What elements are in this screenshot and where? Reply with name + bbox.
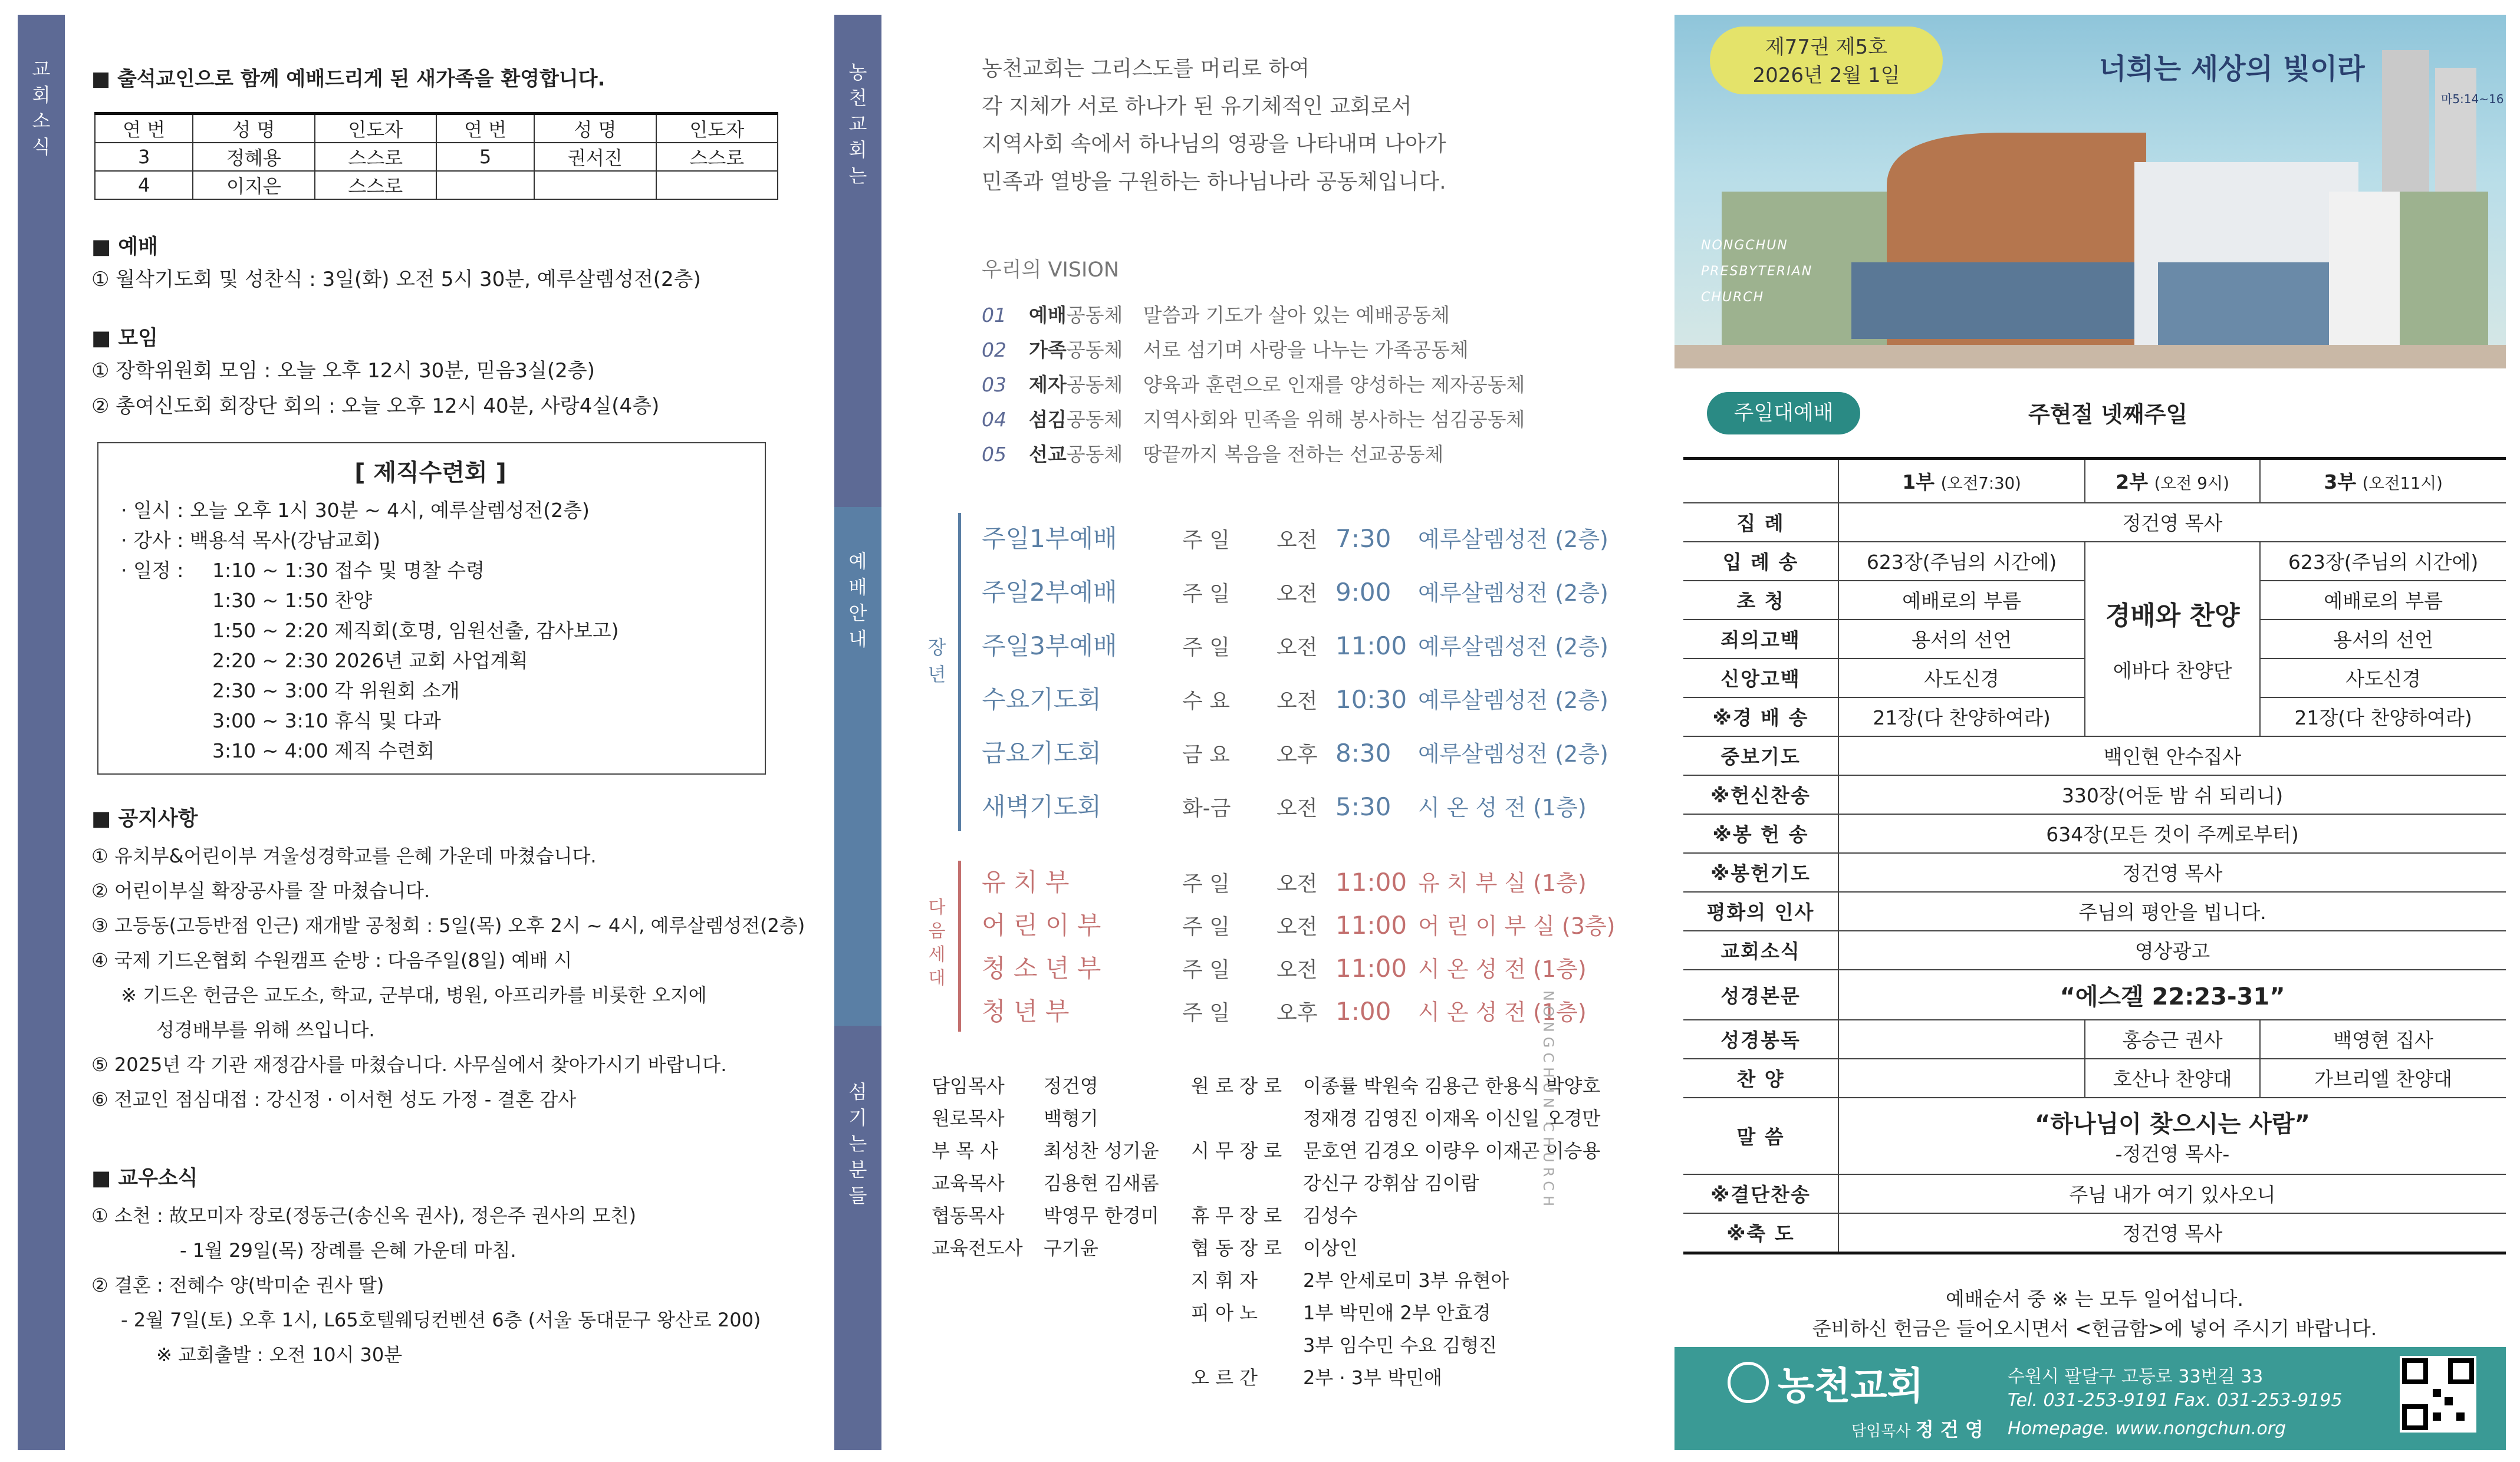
order-row: 중보기도 백인현 안수집사 <box>1683 736 2506 775</box>
col-header: 성 명 <box>534 114 656 143</box>
notice-item: ③ 고등동(고등반점 인근) 재개발 공청회 : 5일(목) 오후 2시 ~ 4시, 예루살렘성전(2층) <box>91 914 805 937</box>
staff-row: 담임목사 정건영 <box>932 1075 1098 1097</box>
vision-item: 02 가족공동체 서로 섬기며 사랑을 나누는 가족공동체 <box>982 338 1469 361</box>
staff-row: 강신구 강휘삼 김이람 <box>1303 1172 1479 1194</box>
order-row: ※결단찬송 주님 내가 여기 있사오니 <box>1683 1174 2506 1213</box>
adult-divider <box>958 513 961 831</box>
staff-row: 지 휘 자 2부 안세로미 3부 유현아 <box>1191 1269 1509 1292</box>
col-header: 연 번 <box>436 114 534 143</box>
newcomer-table <box>94 112 778 200</box>
worship-heading: ■ 예배 <box>91 235 158 259</box>
service-2-header: 2부 (오전 9시) <box>2085 459 2260 503</box>
notice-heading: ■ 공지사항 <box>91 807 198 831</box>
order-row: 신앙고백 사도신경 사도신경 <box>1683 658 2506 697</box>
cell: 권서진 <box>534 143 656 171</box>
notice-item: ※ 기드온 헌금은 교도소, 학교, 군부대, 병원, 아프리카를 비롯한 오지에 <box>121 984 707 1006</box>
col-header: 연 번 <box>95 114 193 143</box>
church-logo-icon <box>1728 1362 1769 1403</box>
service-row: 주일3부예배 주 일 오전 11:00 예루살렘성전 (2층) <box>982 631 1608 660</box>
footer-phone: Tel. 031-253-9191 Fax. 031-253-9195 <box>2008 1390 2343 1411</box>
order-row: ※경 배 송 21장(다 찬양하여라) 21장(다 찬양하여라) <box>1683 697 2506 736</box>
order-table <box>1683 457 2506 1254</box>
offering-note: 준비하신 헌금은 들어오시면서 <헌금함>에 넣어 주시기 바랍니다. <box>1812 1317 2377 1340</box>
member-item: ② 결혼 : 전혜수 양(박미순 권사 딸) <box>91 1274 384 1296</box>
intro-line: 농천교회는 그리스도를 머리로 하여 <box>982 57 1310 81</box>
member-list <box>91 1198 761 1372</box>
section-label-worship: 예 배 안 내 <box>848 550 867 650</box>
order-row: 찬 양 호산나 찬양대 가브리엘 찬양대 <box>1683 1059 2506 1098</box>
intro-text <box>982 50 1446 201</box>
staff-row: 부 목 사 최성찬 성기윤 <box>932 1140 1159 1162</box>
sidebar-bar <box>18 15 65 1450</box>
vision-title: 우리의 VISION <box>982 258 1120 282</box>
order-row: ※축 도 정건영 목사 <box>1683 1213 2506 1253</box>
notice-item: 성경배부를 위해 쓰입니다. <box>156 1019 375 1041</box>
order-row: 말 씀 “하나님이 찾으시는 사람” -정건영 목사- <box>1683 1098 2506 1174</box>
order-row: ※봉헌기도 정건영 목사 <box>1683 853 2506 892</box>
cell: 3 <box>95 143 193 171</box>
cell: 4 <box>95 171 193 199</box>
cell: 스스로 <box>656 143 778 171</box>
schedule-item: 2:20 ~ 2:30 2026년 교회 사업계획 <box>212 649 528 672</box>
table-row <box>95 143 778 171</box>
order-row: 초 청 예배로의 부름 예배로의 부름 <box>1683 581 2506 620</box>
order-row: 입 례 송 623장(주님의 시간에) 경배와 찬양 에바다 찬양단 623장(주님의 시간에) <box>1683 542 2506 581</box>
footer-address: 수원시 팔달구 고등로 33번길 33 <box>2008 1366 2264 1387</box>
staff-row: 정재경 김영진 이재옥 이신일 오경만 <box>1303 1107 1601 1130</box>
notice-item: ⑤ 2025년 각 기관 재정감사를 마쳤습니다. 사무실에서 찾아가시기 바랍니다. <box>91 1053 727 1076</box>
notice-list <box>91 839 805 1117</box>
service-1-header: 1부 (오전7:30) <box>1838 459 2085 503</box>
member-item: ① 소천 : 故모미자 장로(정동근(송신옥 권사), 정은주 권사의 모친) <box>91 1204 636 1227</box>
staff-row: 휴 무 장 로 김성수 <box>1191 1204 1358 1227</box>
service-row: 청 년 부 주 일 오후 1:00 시 온 성 전 (1층) <box>982 997 1587 1026</box>
retreat-schedule-label: · 일정 : <box>121 559 184 582</box>
schedule-item: 3:10 ~ 4:00 제직 수련회 <box>212 739 435 762</box>
youth-schedule <box>982 862 1615 1034</box>
vision-item: 01 예배공동체 말씀과 기도가 살아 있는 예배공동체 <box>982 304 1450 327</box>
cell <box>436 171 534 199</box>
meeting-item: ② 총여신도회 회장단 회의 : 오늘 오후 12시 40분, 사랑4실(4층) <box>91 394 660 418</box>
service-row: 어 린 이 부 주 일 오전 11:00 어 린 이 부 실 (3층) <box>982 911 1616 940</box>
notice-item: ① 유치부&어린이부 겨울성경학교를 은혜 가운데 마쳤습니다. <box>91 845 597 867</box>
order-row: ※헌신찬송 330장(어둔 밤 쉬 되리니) <box>1683 775 2506 814</box>
order-row: 교회소식 영상광고 <box>1683 931 2506 970</box>
meeting-heading: ■ 모임 <box>91 327 158 350</box>
vision-item: 04 섬김공동체 지역사회와 민족을 위해 봉사하는 섬김공동체 <box>982 408 1525 431</box>
col-header: 인도자 <box>315 114 436 143</box>
intro-line: 지역사회 속에서 하나님의 영광을 나타내며 나아가 <box>982 132 1446 156</box>
retreat-schedule <box>212 555 619 766</box>
vision-item: 05 선교공동체 땅끝까지 복음을 전하는 선교공동체 <box>982 443 1444 466</box>
col-header: 성 명 <box>193 114 314 143</box>
cell: 스스로 <box>315 143 436 171</box>
service-row: 주일1부예배 주 일 오전 7:30 예루살렘성전 (2층) <box>982 524 1608 553</box>
staff-row: 3부 임수민 수요 김형진 <box>1303 1334 1498 1356</box>
sunday-title: 주현절 넷째주일 <box>2028 401 2188 427</box>
qr-code-icon[interactable] <box>2400 1356 2476 1433</box>
notice-item: ⑥ 전교인 점심대접 : 강신정 · 이서현 성도 가정 - 결혼 감사 <box>91 1088 577 1111</box>
retreat-date: · 일시 : 오늘 오후 1시 30분 ~ 4시, 예루살렘성전(2층) <box>121 499 590 522</box>
schedule-item: 3:00 ~ 3:10 휴식 및 다과 <box>212 709 441 732</box>
praise-cell: 경배와 찬양 에바다 찬양단 <box>2085 542 2260 736</box>
staff-row: 협 동 장 로 이상인 <box>1191 1237 1358 1259</box>
meeting-item: ① 장학위원회 모임 : 오늘 오후 12시 30분, 믿음3실(2층) <box>91 359 595 383</box>
next-gen-label: 다 음 세 대 <box>928 897 946 989</box>
schedule-item: 1:30 ~ 1:50 찬양 <box>212 589 373 612</box>
vertical-mark: NONGCHUN CHURCH <box>1540 990 1557 1211</box>
adult-label: 장 년 <box>927 636 946 686</box>
intro-line: 민족과 열방을 구원하는 하나님나라 공동체입니다. <box>982 170 1446 194</box>
member-heading: ■ 교우소식 <box>91 1167 198 1190</box>
staff-left <box>932 1070 1159 1265</box>
service-row: 새벽기도회 화-금 오전 5:30 시 온 성 전 (1층) <box>982 792 1587 821</box>
staff-right <box>1191 1070 1600 1394</box>
footer-homepage: Homepage. www.nongchun.org <box>2008 1418 2287 1439</box>
footer-pastor: 담임목사 정 건 영 <box>1851 1418 1983 1441</box>
staff-row: 협동목사 박영무 한경미 <box>932 1204 1159 1227</box>
sunday-label: 주일대예배 <box>1707 392 1860 434</box>
welcome-text: ■ 출석교인으로 함께 예배드리게 된 새가족을 환영합니다. <box>91 67 606 91</box>
staff-row: 원 로 장 로 이종률 박원숙 김용근 한용식 박양호 <box>1191 1075 1601 1097</box>
issue-number: 제77권 제5호 <box>1765 35 1888 59</box>
member-item: - 2월 7일(토) 오후 1시, L65호텔웨딩컨벤션 6층 (서울 동대문구 왕산로 200) <box>121 1309 761 1331</box>
cell: 정혜용 <box>193 143 314 171</box>
service-row: 수요기도회 수 요 오전 10:30 예루살렘성전 (2층) <box>982 685 1608 714</box>
order-row: 성경본문 “에스겔 22:23-31” <box>1683 970 2506 1020</box>
sidebar-label: 교 회 소 식 <box>32 58 51 158</box>
col-header: 인도자 <box>656 114 778 143</box>
slogan: 너희는 세상의 빛이라 <box>2099 52 2365 85</box>
staff-row: 교육전도사 구기윤 <box>932 1237 1098 1259</box>
qr-pattern <box>2400 1356 2476 1433</box>
service-row: 유 치 부 주 일 오전 11:00 유 치 부 실 (1층) <box>982 868 1587 897</box>
staff-row: 원로목사 백형기 <box>932 1107 1098 1130</box>
footer-church-name: 농천교회 <box>1778 1365 1924 1408</box>
next-gen-divider <box>958 861 961 1032</box>
notice-item: ② 어린이부실 확장공사를 잘 마쳤습니다. <box>91 880 430 902</box>
cell <box>534 171 656 199</box>
order-row: 성경봉독 홍승근 권사 백영현 집사 <box>1683 1020 2506 1059</box>
staff-row: 시 무 장 로 문호연 김경오 이량우 이재곤 이승용 <box>1191 1140 1601 1162</box>
staff-row: 피 아 노 1부 박민애 2부 안효경 <box>1191 1302 1491 1324</box>
service-row: 주일2부예배 주 일 오전 9:00 예루살렘성전 (2층) <box>982 578 1608 607</box>
worship-item: ① 월삭기도회 및 성찬식 : 3일(화) 오전 5시 30분, 예루살렘성전(2층) <box>91 268 701 291</box>
standing-note: 예배순서 중 ※ 는 모두 일어섭니다. <box>1945 1288 2243 1310</box>
vision-list <box>982 298 1525 472</box>
schedule-item: 2:30 ~ 3:00 각 위원회 소개 <box>212 679 460 702</box>
table-row <box>95 171 778 199</box>
schedule-item: 1:10 ~ 1:30 접수 및 명찰 수령 <box>212 559 485 582</box>
section-label-staff: 섬 기 는 분 들 <box>848 1081 867 1207</box>
notice-item: ④ 국제 기드온협회 수원캠프 순방 : 다음주일(8일) 예배 시 <box>91 949 573 972</box>
member-item: - 1월 29일(목) 장례를 은혜 가운데 마침. <box>180 1239 516 1262</box>
issue-date: 2026년 2월 1일 <box>1752 64 1900 87</box>
schedule-item: 1:50 ~ 2:20 제직회(호명, 임원선출, 감사보고) <box>212 619 619 642</box>
intro-line: 각 지체가 서로 하나가 된 유기체적인 교회로서 <box>982 94 1412 118</box>
cell <box>656 171 778 199</box>
vision-item: 03 제자공동체 양육과 훈련으로 인재를 양성하는 제자공동체 <box>982 373 1525 396</box>
cell: 5 <box>436 143 534 171</box>
member-item: ※ 교회출발 : 오전 10시 30분 <box>156 1344 403 1366</box>
order-row: 집 례 정건영 목사 <box>1683 503 2506 542</box>
retreat-speaker: · 강사 : 백용석 목사(강남교회) <box>121 529 380 552</box>
staff-row: 교육목사 김용현 김새롬 <box>932 1172 1159 1194</box>
section-label-intro: 농 천 교 회 는 <box>848 61 867 187</box>
service-row: 청 소 년 부 주 일 오전 11:00 시 온 성 전 (1층) <box>982 954 1587 983</box>
service-row: 금요기도회 금 요 오후 8:30 예루살렘성전 (2층) <box>982 739 1608 768</box>
service-3-header: 3부 (오전11시) <box>2260 459 2506 503</box>
adult-schedule <box>982 513 1608 835</box>
church-en: NONGCHUN PRESBYTERIAN CHURCH <box>1701 238 1813 305</box>
cell: 스스로 <box>315 171 436 199</box>
order-row: 평화의 인사 주님의 평안을 빕니다. <box>1683 892 2506 931</box>
order-row: 죄의고백 용서의 선언 용서의 선언 <box>1683 620 2506 658</box>
retreat-title: [ 제직수련회 ] <box>354 459 506 486</box>
slogan-ref: 마5:14~16 <box>2441 92 2504 106</box>
cell: 이지은 <box>193 171 314 199</box>
staff-row: 오 르 간 2부 · 3부 박민애 <box>1191 1366 1442 1389</box>
order-row: ※봉 헌 송 634장(모든 것이 주께로부터) <box>1683 814 2506 853</box>
